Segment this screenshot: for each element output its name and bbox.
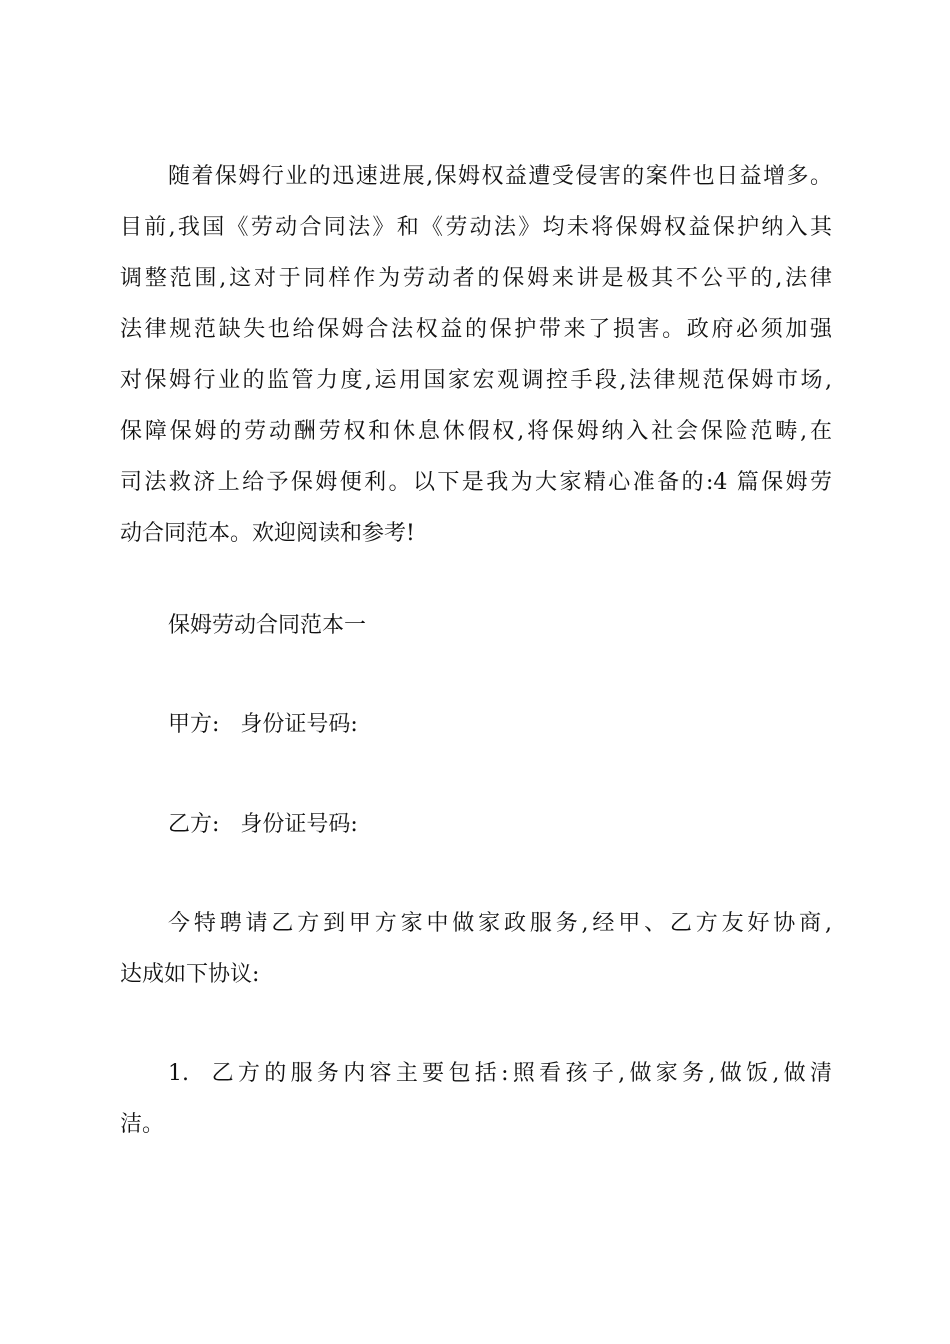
text-line: 洁。 <box>120 1112 165 1137</box>
intro-paragraph <box>120 151 832 559</box>
agreement-paragraph <box>120 898 832 1000</box>
text-line: 目前,我国《劳动合同法》和《劳动法》均未将保姆权益保护纳入其 <box>120 215 832 240</box>
text-line: 法律规范缺失也给保姆合法权益的保护带来了损害。政府必须加强 <box>120 317 832 342</box>
text-line: 1. 乙方的服务内容主要包括:照看孩子,做家务,做饭,做清 <box>168 1061 832 1086</box>
text-line: 司法救济上给予保姆便利。以下是我为大家精心准备的:4 篇保姆劳 <box>120 470 832 495</box>
section-title-block <box>120 600 832 651</box>
text-line: 调整范围,这对于同样作为劳动者的保姆来讲是极其不公平的,法律 <box>120 266 832 291</box>
section-title: 保姆劳动合同范本一 <box>168 613 367 638</box>
text-line: 保障保姆的劳动酬劳权和休息休假权,将保姆纳入社会保险范畴,在 <box>120 419 832 444</box>
party-b-line: 乙方: 身份证号码: <box>168 812 358 837</box>
text-line: 达成如下协议: <box>120 962 260 987</box>
text-line: 动合同范本。欢迎阅读和参考! <box>120 521 415 546</box>
text-line: 对保姆行业的监管力度,运用国家宏观调控手段,法律规范保姆市场, <box>120 368 832 393</box>
clause-1-paragraph <box>120 1048 832 1150</box>
party-a-block <box>120 699 832 750</box>
text-line: 今特聘请乙方到甲方家中做家政服务,经甲、乙方友好协商, <box>168 911 832 936</box>
text-line: 随着保姆行业的迅速进展,保姆权益遭受侵害的案件也日益增多。 <box>168 164 832 189</box>
party-b-block <box>120 799 832 850</box>
party-a-line: 甲方: 身份证号码: <box>168 712 358 737</box>
